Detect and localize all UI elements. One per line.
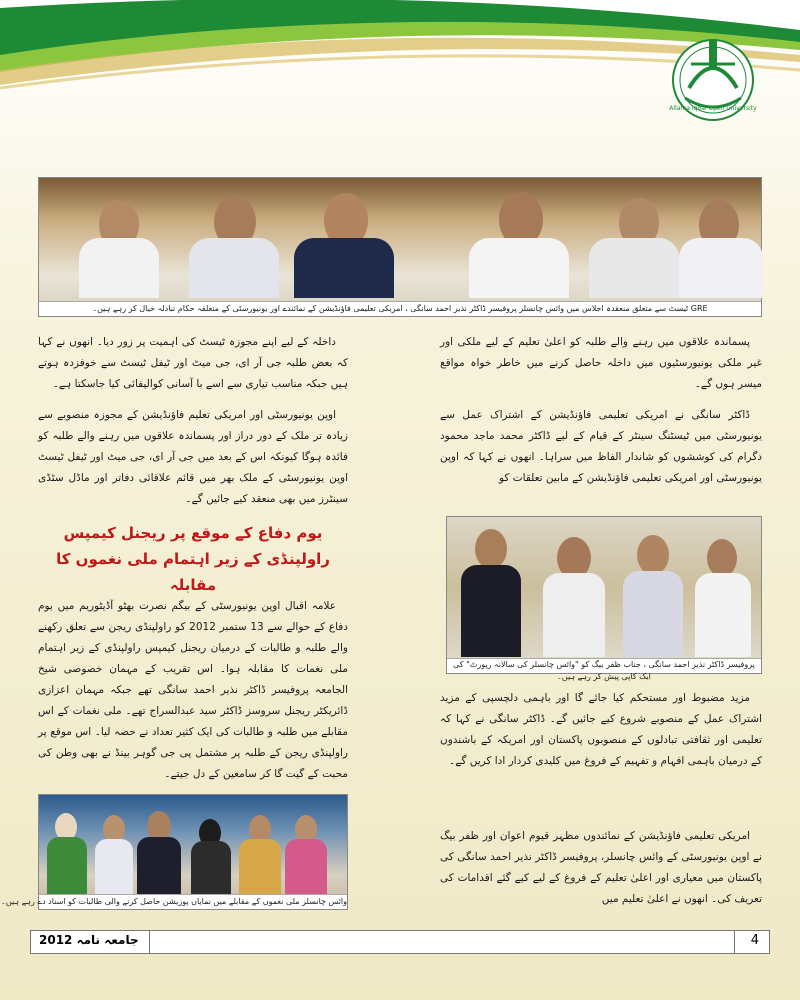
page-footer — [30, 930, 770, 954]
footer-divider — [149, 931, 150, 953]
middle-photo-caption: پروفیسر ڈاکٹر نذیر احمد سانگی ، جناب ظفر بیگ کو "وائس چانسلر کی سالانہ رپورٹ" کی ایک کاپی پیش کر رہے ہیں۔ — [447, 658, 761, 673]
right-paragraph-1: پسماندہ علاقوں میں رہنے والے طلبہ کو اعلیٰ تعلیم کے لیے ملکی اور غیر ملکی یونیورسٹیوں میں داخلہ حاصل کرنے میں خاطر خواہ مواقع میسر ہوں گے۔ — [440, 336, 762, 390]
award-ceremony-photo — [1, 794, 348, 910]
left-column — [38, 332, 348, 520]
right-column — [440, 332, 762, 499]
footer-title: جامعہ نامہ 2012 — [39, 933, 139, 947]
right-paragraph-3: مزید مضبوط اور مستحکم کیا جائے گا اور باہمی دلچسپی کے مزید اشتراک عمل کے منصوبے شروع کیے جائیں گے۔ ڈاکٹر سانگی نے کہا کہ تعلیمی اور ثقافتی تبادلوں کے منصوبوں پاکستان اور امریکہ کے باشندوں کے درمیان باہمی افہام و تفہیم کے فروغ میں کلیدی کردار ادا کریں گے۔ — [440, 692, 762, 767]
right-column-lower — [440, 688, 762, 782]
left-column-lower — [38, 596, 348, 795]
left-paragraph-3: علامہ اقبال اوپن یونیورسٹی کے بیگم نصرت بھٹو آڈیٹوریم میں یوم دفاع کے حوالے سے 13 ستمبر 2012 کو راولپنڈی ریجن سے تعلق رکھنے والے طلبہ و طالبات کے درمیان ریجنل کیمپس راولپنڈی کے زیر اہتمام ملی نغمات کا مقابلہ ہوا۔ اس تقریب کے مہمان خصوصی شیخ الجامعہ پروفیسر ڈاکٹر نذیر احمد سانگی تھے جبکہ مہمان اعزازی ڈائریکٹر ریجنل سروسز ڈاکٹر سید عبدالسراج تھے۔ ملی نغمات کے اس مقابلے میں طلبہ و طالبات کی ایک کثیر تعداد نے حصہ لیا۔ اس موقع پر راولپنڈی ریجن کے طلبہ پر مشتمل پی جی گوہر بینڈ نے بھی وطن کی محبت کے گیت گا کر سامعین کے دل جیتے۔ — [38, 600, 348, 780]
report-presentation-photo — [446, 516, 762, 681]
bottom-photo-caption: وائس چانسلر ملی نغموں کے مقابلے میں نمایاں پوزیشن حاصل کرنے والی طالبات کو اسناد دے رہے ہیں۔ — [39, 894, 347, 909]
university-logo — [661, 28, 765, 132]
page-number: 4 — [750, 933, 759, 948]
right-column-bottom — [440, 826, 762, 920]
left-paragraph-1: داخلہ کے لیے اپنے مجوزہ ٹیسٹ کی اہمیت پر زور دیا۔ انھوں نے کہا کہ بعض طلبہ جی آر ای، جی میٹ اور ٹیفل ٹیسٹ سے خوفزدہ ہوتے ہیں جبکہ مناسب تیاری سے اسے با آسانی کوالیفائی کیا جاسکتا ہے۔ — [38, 336, 348, 390]
right-paragraph-4: امریکی تعلیمی فاؤنڈیشن کے نمائندوں مظہر قیوم اعوان اور ظفر بیگ نے اوپن یونیورسٹی کے وائس چانسلر، پروفیسر ڈاکٹر نذیر احمد سانگی کی پاکستان میں معیاری اور اعلیٰ تعلیم کے فروغ کے لیے کیے گئے اقدامات کی تعریف کی۔ انھوں نے اعلیٰ تعلیم میں — [440, 830, 762, 905]
left-paragraph-2: اوپن یونیورسٹی اور امریکی تعلیم فاؤنڈیشن کے مجوزہ منصوبے سے زیادہ تر ملک کے دور دراز اور پسماندہ علاقوں میں رہنے والے طلبہ کو فائدہ ہوگا کیونکہ اس کے بعد میں جی آر ای، جی میٹ اور ٹیفل ٹیسٹ اوپن یونیورسٹی کے ملک بھر میں قائم علاقائی دفاتر اور ماڈل سٹڈی سینٹرز میں بھی منعقد کیے جائیں گے۔ — [38, 409, 348, 505]
section-heading: یوم دفاع کے موقع پر ریجنل کیمپس راولپنڈی کے زیر اہتمام ملی نغموں کا مقابلہ — [56, 524, 330, 594]
right-paragraph-2: ڈاکٹر سانگی نے امریکی تعلیمی فاؤنڈیشن کے اشتراک عمل سے یونیورسٹی میں ٹیسٹنگ سینٹر کے قیام کے لیے ڈاکٹر محمد ماجد محمود دگرام کی کوششوں کو شاندار الفاظ میں سراہا۔ انھوں نے کہا کہ اوپن یونیورسٹی اور امریکی تعلیمی فاؤنڈیشن کے مابین تعلقات کو — [440, 409, 762, 484]
footer-divider — [734, 931, 735, 953]
meeting-photo — [38, 177, 762, 317]
logo-text: Allama Iqbal Open University — [669, 105, 757, 112]
top-photo-caption: GRE ٹیسٹ سے متعلق منعقدہ اجلاس میں وائس چانسلر پروفیسر ڈاکٹر نذیر احمد سانگی ، امریکی تعلیمی فاؤنڈیشن کے نمائندے اور یونیورسٹی کے متعلقہ حکام تبادلہ خیال کر رہے ہیں۔ — [39, 301, 761, 316]
